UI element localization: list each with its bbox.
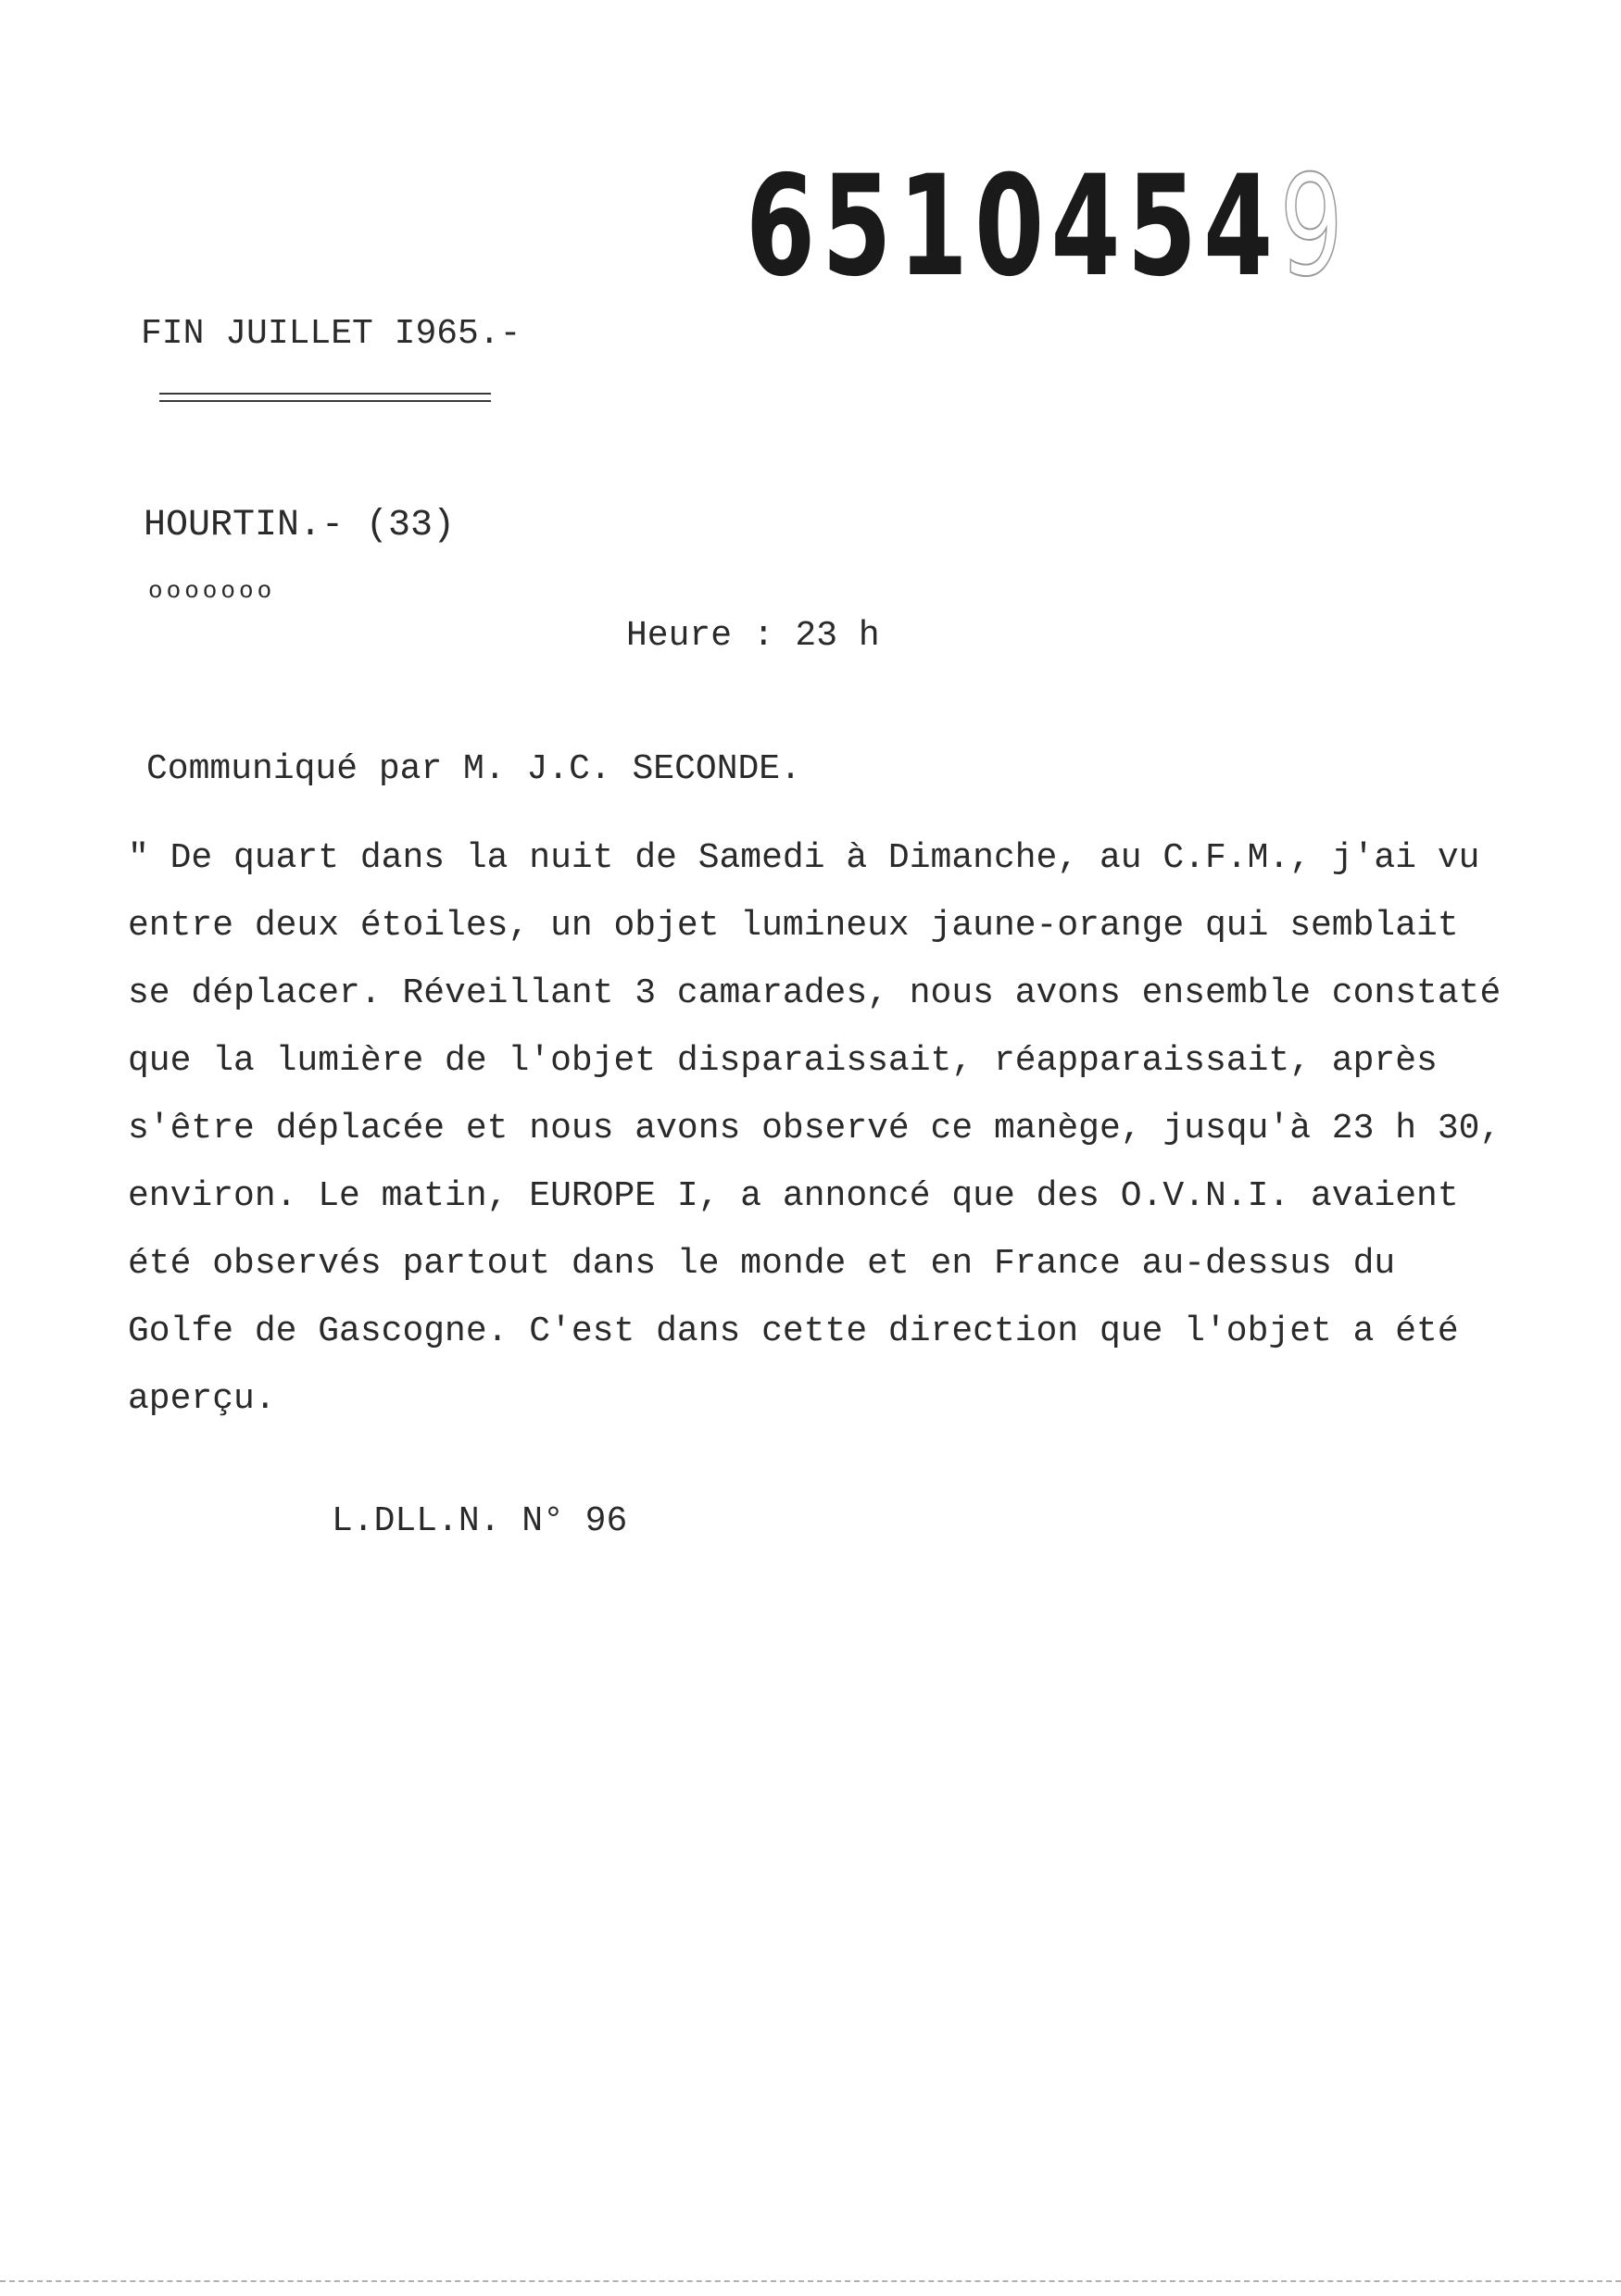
testimony-line: été observés partout dans le monde et en France au-dessus du [128,1244,1396,1284]
testimony-line: s'être déplacée et nous avons observé ce manège, jusqu'à 23 h 30, [128,1109,1502,1148]
testimony-line: se déplacer. Réveillant 3 camarades, nous avons ensemble constaté [128,973,1502,1013]
testimony-line: Golfe de Gascogne. C'est dans cette direction que l'objet a été [128,1311,1459,1351]
communicated-by: Communiqué par M. J.C. SECONDE. [146,749,801,789]
page-bottom-edge-line [0,2280,1621,2282]
date-double-underline [159,393,491,402]
testimony-line: entre deux étoiles, un objet lumineux jaune-orange qui semblait [128,906,1459,946]
testimony-line: " De quart dans la nuit de Samedi à Dimanche, au C.F.M., j'ai vu [128,838,1480,878]
testimony-body [128,824,1554,1433]
testimony-line: aperçu. [128,1379,276,1419]
archive-stamp-number [746,146,1351,307]
report-location: HOURTIN.- (33) [144,505,456,546]
stamp-last-digit: 9 [1279,146,1351,307]
catalog-reference: L.DLL.N. N° 96 [332,1501,628,1541]
stamp-digits: 6510454 [746,146,1280,307]
report-date: FIN JUILLET I965.- [141,314,521,354]
testimony-line: que la lumière de l'objet disparaissait, réapparaissait, après [128,1041,1438,1081]
location-underline: ooooooo [148,577,276,605]
testimony-line: environ. Le matin, EUROPE I, a annoncé que des O.V.N.I. avaient [128,1176,1459,1216]
report-hour: Heure : 23 h [626,616,880,656]
